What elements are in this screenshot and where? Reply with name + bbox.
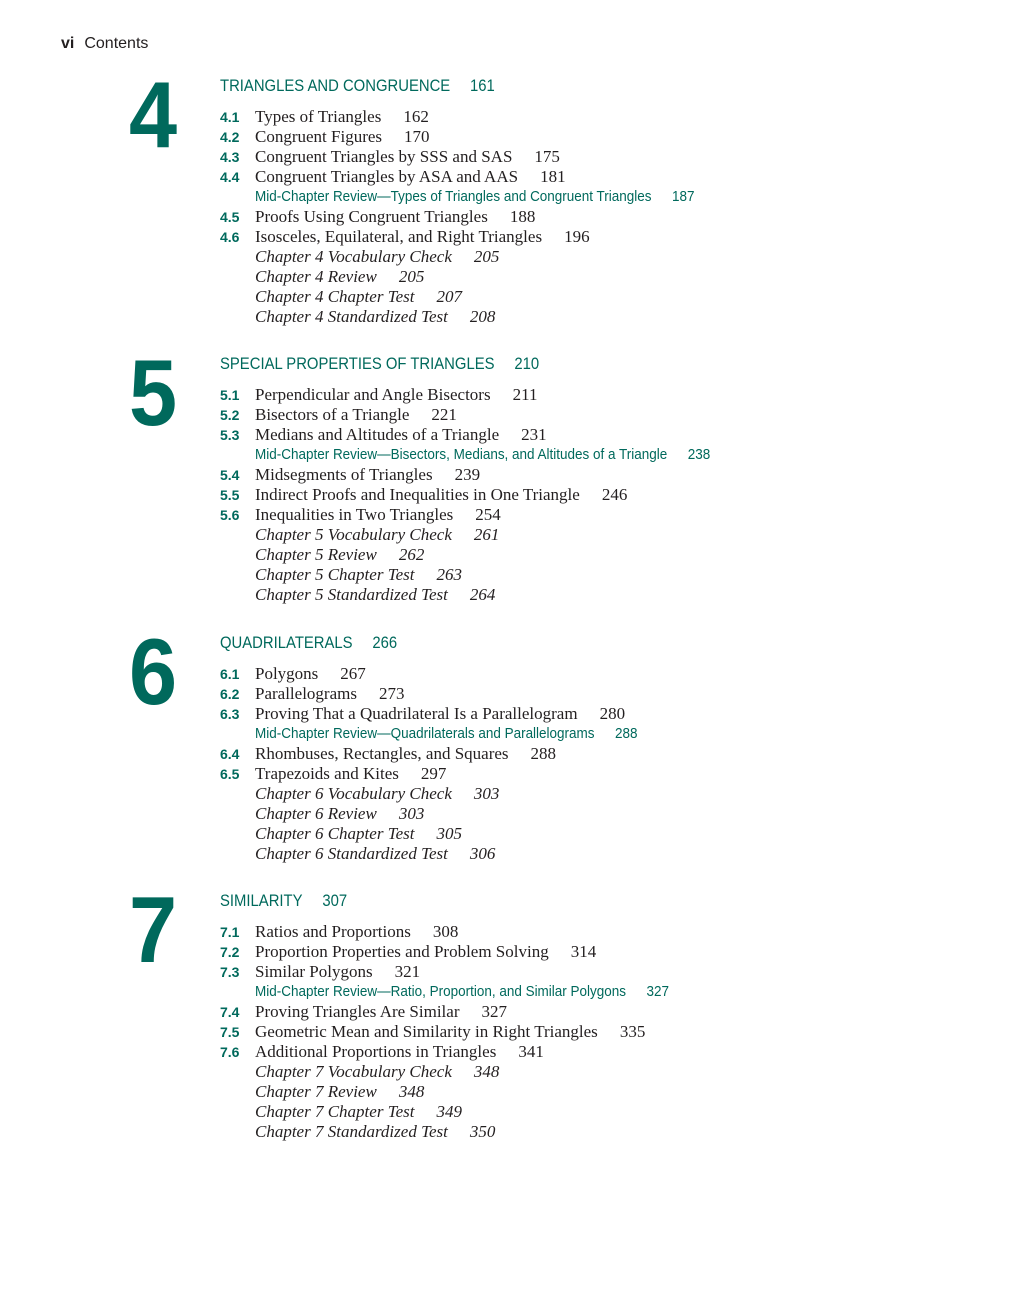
entry-title: Mid-Chapter Review—Quadrilaterals and Parallelograms: [255, 726, 595, 742]
page-number: vi: [61, 35, 75, 52]
entry-title: Chapter 5 Vocabulary Check: [255, 525, 452, 544]
entry-title: Ratios and Proportions: [255, 922, 411, 941]
entry-page-number: 231: [521, 425, 547, 444]
entry-page-number: 288: [614, 726, 638, 742]
entry-label: [255, 107, 429, 127]
entry-page-number: 267: [340, 664, 366, 683]
entry-page-number: 205: [473, 247, 500, 266]
section-number: 7.1: [220, 924, 240, 940]
entry-label: [255, 684, 404, 704]
entry-title: Trapezoids and Kites: [255, 764, 399, 783]
entry-title: Medians and Altitudes of a Triangle: [255, 425, 500, 444]
entry-page-number: 308: [432, 922, 459, 941]
entry-page-number: 280: [599, 704, 626, 723]
entry-label: [255, 1062, 499, 1082]
entry-page-number: 349: [436, 1102, 462, 1121]
entry-label: [255, 505, 501, 525]
entry-label: [255, 425, 547, 445]
entry-page-number: 273: [378, 684, 405, 703]
chapter-page-number: 161: [470, 77, 495, 95]
entry-page-number: 262: [398, 545, 425, 564]
entry-label: [255, 127, 430, 147]
chapter-page-number: 266: [372, 634, 398, 652]
entry-label: [255, 724, 637, 744]
chapter-page-number: 210: [514, 355, 540, 373]
entry-page-number: 188: [509, 207, 536, 226]
entry-label: [255, 1122, 495, 1142]
entry-label: [255, 147, 560, 167]
entry-page-number: 288: [530, 744, 557, 763]
entry-label: [255, 247, 499, 267]
entry-label: [255, 1022, 645, 1042]
section-number: 7.5: [220, 1024, 240, 1040]
section-number: 7.3: [220, 964, 240, 980]
entry-label: [255, 804, 424, 824]
entry-title: Parallelograms: [255, 684, 357, 703]
entry-title: Geometric Mean and Similarity in Right Triangles: [255, 1022, 598, 1041]
entry-label: [255, 1102, 462, 1122]
entry-label: [255, 764, 446, 784]
entry-title: Rhombuses, Rectangles, and Squares: [255, 744, 509, 763]
entry-label: [255, 545, 424, 565]
entry-label: [255, 485, 627, 505]
section-number: 4.6: [220, 229, 240, 245]
entry-label: [255, 465, 480, 485]
entry-title: Chapter 4 Review: [255, 267, 377, 286]
entry-label: [255, 942, 596, 962]
entry-label: [255, 844, 495, 864]
entry-page-number: 341: [518, 1042, 544, 1061]
entry-title: Isosceles, Equilateral, and Right Triangles: [255, 227, 543, 246]
entry-page-number: 205: [398, 267, 425, 286]
entry-page-number: 162: [403, 107, 429, 126]
entry-label: [255, 267, 424, 287]
entry-page-number: 221: [431, 405, 457, 424]
chapter-title: SPECIAL PROPERTIES OF TRIANGLES: [220, 355, 495, 373]
entry-title: Chapter 7 Chapter Test: [255, 1102, 415, 1121]
entry-page-number: 264: [469, 585, 496, 604]
entry-page-number: 335: [619, 1022, 646, 1041]
entry-label: [255, 1002, 507, 1022]
section-number: 4.2: [220, 129, 240, 145]
entry-label: [255, 704, 625, 724]
section-number: 4.1: [220, 109, 240, 125]
section-number: 6.5: [220, 766, 240, 782]
section-number: 5.6: [220, 507, 240, 523]
entry-label: [255, 307, 495, 327]
section-number: 5.2: [220, 407, 240, 423]
section-number: 4.3: [220, 149, 240, 165]
section-number: 5.3: [220, 427, 240, 443]
entry-page-number: 327: [646, 984, 669, 1000]
entry-title: Mid-Chapter Review—Types of Triangles and Congruent Triangles: [255, 189, 652, 205]
entry-title: Chapter 5 Chapter Test: [255, 565, 415, 584]
entry-title: Types of Triangles: [255, 107, 382, 126]
section-number: 6.2: [220, 686, 240, 702]
section-number: 7.2: [220, 944, 240, 960]
section-number: 7.4: [220, 1004, 240, 1020]
entry-page-number: 305: [436, 824, 462, 843]
section-number: 6.3: [220, 706, 240, 722]
entry-page-number: 348: [473, 1062, 500, 1081]
entry-page-number: 187: [671, 189, 695, 205]
section-number: 6.4: [220, 746, 240, 762]
entry-title: Proving Triangles Are Similar: [255, 1002, 460, 1021]
entry-label: [255, 664, 366, 684]
chapter-page-number: 307: [322, 892, 348, 910]
entry-title: Perpendicular and Angle Bisectors: [255, 385, 491, 404]
running-head-title: Contents: [84, 35, 149, 52]
entry-label: [255, 445, 710, 465]
entry-title: Polygons: [255, 664, 319, 683]
section-number: 6.1: [220, 666, 240, 682]
entry-page-number: 263: [436, 565, 462, 584]
entry-page-number: 261: [473, 525, 500, 544]
chapter-number: 4: [129, 62, 176, 167]
entry-page-number: 348: [398, 1082, 425, 1101]
entry-title: Bisectors of a Triangle: [255, 405, 410, 424]
entry-page-number: 239: [454, 465, 481, 484]
chapter-title-link[interactable]: [220, 76, 495, 96]
entry-label: [255, 287, 462, 307]
entry-page-number: 175: [534, 147, 560, 166]
chapter-number: 7: [129, 877, 176, 982]
section-number: 5.1: [220, 387, 240, 403]
entry-title: Congruent Triangles by ASA and AAS: [255, 167, 519, 186]
entry-title: Chapter 6 Standardized Test: [255, 844, 448, 863]
section-number: 5.4: [220, 467, 240, 483]
entry-label: [255, 784, 499, 804]
entry-label: [255, 167, 566, 187]
entry-label: [255, 922, 458, 942]
running-head: [61, 35, 148, 53]
entry-title: Mid-Chapter Review—Ratio, Proportion, and Similar Polygons: [255, 984, 626, 1000]
entry-title: Congruent Figures: [255, 127, 383, 146]
section-number: 7.6: [220, 1044, 240, 1060]
entry-label: [255, 405, 457, 425]
entry-page-number: 350: [469, 1122, 496, 1141]
entry-label: [255, 1042, 544, 1062]
entry-page-number: 254: [475, 505, 501, 524]
section-number: 5.5: [220, 487, 240, 503]
entry-page-number: 303: [473, 784, 500, 803]
entry-title: Mid-Chapter Review—Bisectors, Medians, and Altitudes of a Triangle: [255, 447, 668, 463]
entry-label: [255, 1082, 424, 1102]
entry-title: Indirect Proofs and Inequalities in One Triangle: [255, 485, 580, 504]
chapter-title: SIMILARITY: [220, 892, 303, 910]
entry-page-number: 306: [469, 844, 496, 863]
entry-title: Chapter 6 Chapter Test: [255, 824, 415, 843]
entry-title: Similar Polygons: [255, 962, 373, 981]
entry-page-number: 321: [394, 962, 421, 981]
entry-label: [255, 824, 462, 844]
entry-title: Chapter 5 Standardized Test: [255, 585, 448, 604]
entry-label: [255, 982, 669, 1002]
entry-label: [255, 744, 556, 764]
entry-page-number: 170: [404, 127, 430, 146]
entry-label: [255, 525, 499, 545]
entry-page-number: 297: [420, 764, 447, 783]
section-number: 4.5: [220, 209, 240, 225]
entry-title: Proofs Using Congruent Triangles: [255, 207, 488, 226]
entry-page-number: 207: [436, 287, 462, 306]
chapter-title: QUADRILATERALS: [220, 634, 353, 652]
entry-label: [255, 585, 495, 605]
entry-title: Midsegments of Triangles: [255, 465, 433, 484]
entry-page-number: 314: [570, 942, 597, 961]
entry-label: [255, 385, 537, 405]
entry-title: Chapter 7 Vocabulary Check: [255, 1062, 452, 1081]
entry-label: [255, 207, 535, 227]
entry-page-number: 211: [512, 385, 538, 404]
entry-page-number: 238: [687, 447, 711, 463]
entry-label: [255, 227, 590, 247]
entry-title: Chapter 4 Vocabulary Check: [255, 247, 452, 266]
entry-title: Chapter 4 Standardized Test: [255, 307, 448, 326]
entry-page-number: 181: [540, 167, 566, 186]
entry-page-number: 246: [601, 485, 628, 504]
entry-page-number: 208: [469, 307, 496, 326]
entry-title: Chapter 5 Review: [255, 545, 377, 564]
entry-title: Chapter 7 Standardized Test: [255, 1122, 448, 1141]
chapter-title-link[interactable]: [220, 354, 539, 374]
entry-title: Chapter 6 Vocabulary Check: [255, 784, 452, 803]
entry-title: Proving That a Quadrilateral Is a Parallelogram: [255, 704, 578, 723]
entry-page-number: 196: [564, 227, 590, 246]
chapter-number: 6: [129, 619, 176, 724]
section-number: 4.4: [220, 169, 240, 185]
chapter-title: TRIANGLES AND CONGRUENCE: [220, 77, 451, 95]
entry-label: [255, 565, 462, 585]
entry-page-number: 327: [481, 1002, 507, 1021]
entry-title: Inequalities in Two Triangles: [255, 505, 454, 524]
entry-page-number: 303: [398, 804, 425, 823]
entry-label: [255, 962, 420, 982]
chapter-title-link[interactable]: [220, 633, 397, 653]
entry-label: [255, 187, 694, 207]
chapter-title-link[interactable]: [220, 891, 347, 911]
entry-title: Proportion Properties and Problem Solving: [255, 942, 549, 961]
entry-title: Additional Proportions in Triangles: [255, 1042, 497, 1061]
entry-title: Chapter 7 Review: [255, 1082, 377, 1101]
entry-title: Chapter 6 Review: [255, 804, 377, 823]
entry-title: Chapter 4 Chapter Test: [255, 287, 415, 306]
chapter-number: 5: [129, 340, 176, 445]
entry-title: Congruent Triangles by SSS and SAS: [255, 147, 513, 166]
